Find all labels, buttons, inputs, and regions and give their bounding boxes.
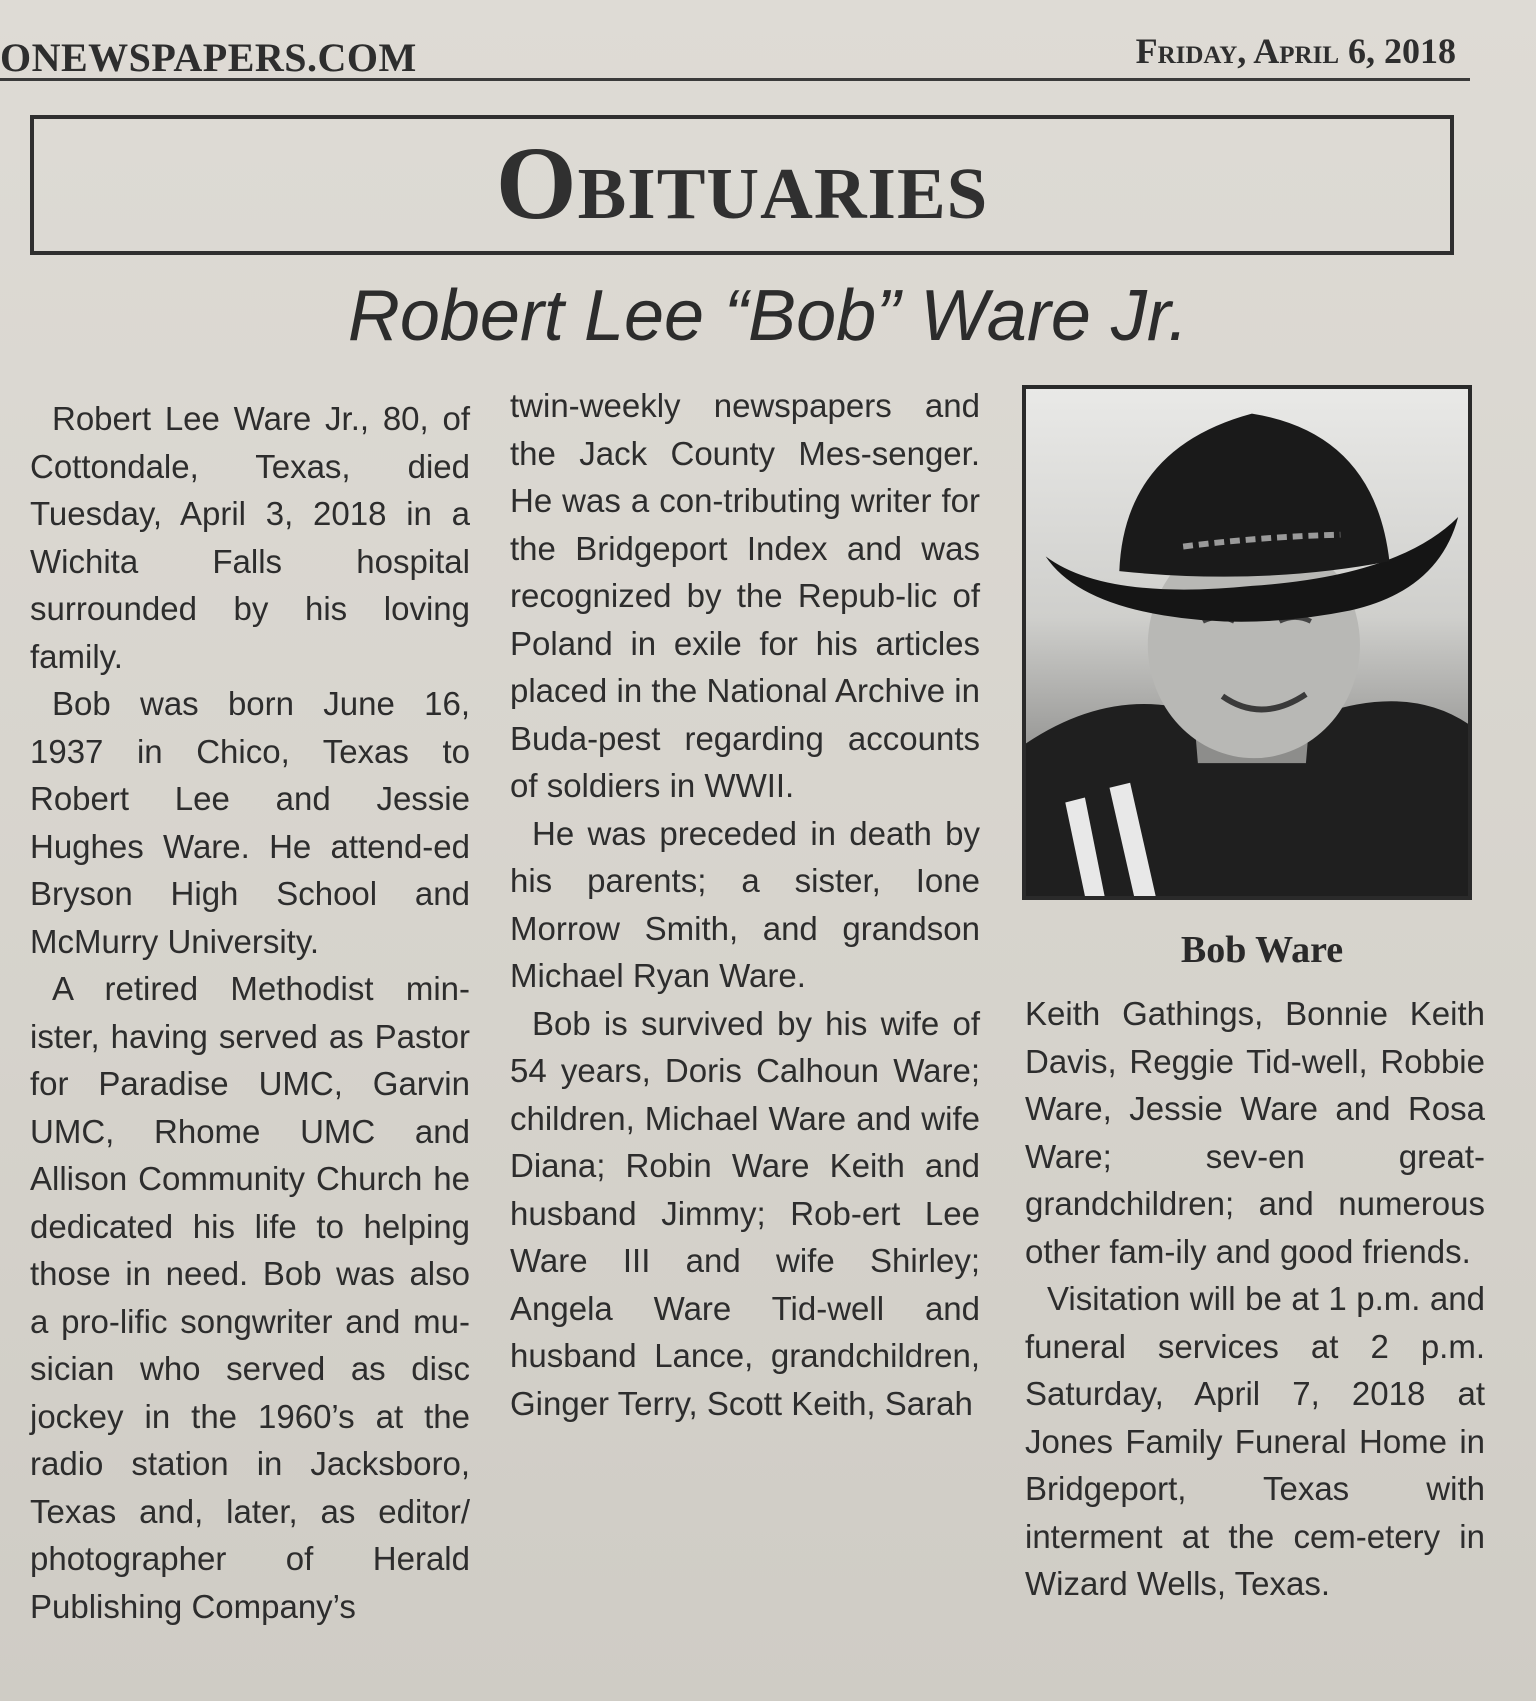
issue-date: Friday, April 6, 2018 (1135, 31, 1456, 71)
paragraph: Bob is survived by his wife of 54 years, Doris Calhoun Ware; children, Michael Ware and wife Diana; Robin Ware Keith and husband Jimmy; Rob-ert Lee Ware III and wife Shirley; Angela Ware Tid-well and husband Lance, grandchildren, Ginger Terry, Scott Keith, Sarah (510, 1004, 980, 1422)
paragraph: A retired Methodist min-ister, having served as Pastor for Paradise UMC, Garvin UMC, Rhome UMC and Allison Community Church he dedicated his life to helping those in need. Bob was also a pro-lific songwriter and mu-sician who served as disc jockey in the 1960’s at the radio station in Jacksboro, Texas and, later, as editor/ photographer of Herald Publishing Company’s (30, 970, 470, 1625)
paragraph: Bob was born June 16, 1937 in Chico, Texas to Robert Lee and Jessie Hughes Ware. He attend-ed Bryson High School and McMurry University. (30, 685, 470, 960)
paragraph: Keith Gathings, Bonnie Keith Davis, Reggie Tid-well, Robbie Ware, Jessie Ware and Rosa Ware; sev-en great-grandchildren; and numerous other fam-ily and good friends. (1025, 995, 1485, 1270)
article-column-2 (510, 382, 980, 1427)
portrait-illustration (1026, 389, 1468, 896)
article-column-3 (1025, 990, 1485, 1608)
section-header-box (30, 115, 1454, 255)
paragraph: Robert Lee Ware Jr., 80, of Cottondale, Texas, died Tuesday, April 3, 2018 in a Wichita Falls hospital surrounded by his loving family. (30, 400, 470, 675)
paragraph: Visitation will be at 1 p.m. and funeral services at 2 p.m. Saturday, April 7, 2018 at Jones Family Funeral Home in Bridgeport, Texas with interment at the cem-etery in Wizard Wells, Texas. (1025, 1280, 1485, 1602)
paragraph: He was preceded in death by his parents; a sister, Ione Morrow Smith, and grandson Michael Ryan Ware. (510, 814, 980, 994)
obituary-headline: Robert Lee “Bob” Ware Jr. (347, 276, 1189, 356)
paragraph: twin-weekly newspapers and the Jack County Mes-senger. He was a con-tributing writer for the Bridgeport Index and was recognized by the Repub-lic of Poland in exile for his articles placed in the National Archive in Buda-pest regarding accounts of soldiers in WWII. (510, 387, 980, 804)
portrait-photo (1022, 385, 1472, 900)
site-name: ONEWSPAPERS.COM (0, 35, 417, 80)
article-column-1 (30, 395, 470, 1630)
section-title: Obituaries (495, 126, 989, 241)
photo-caption: Bob Ware (1180, 929, 1344, 971)
masthead (0, 30, 1470, 81)
